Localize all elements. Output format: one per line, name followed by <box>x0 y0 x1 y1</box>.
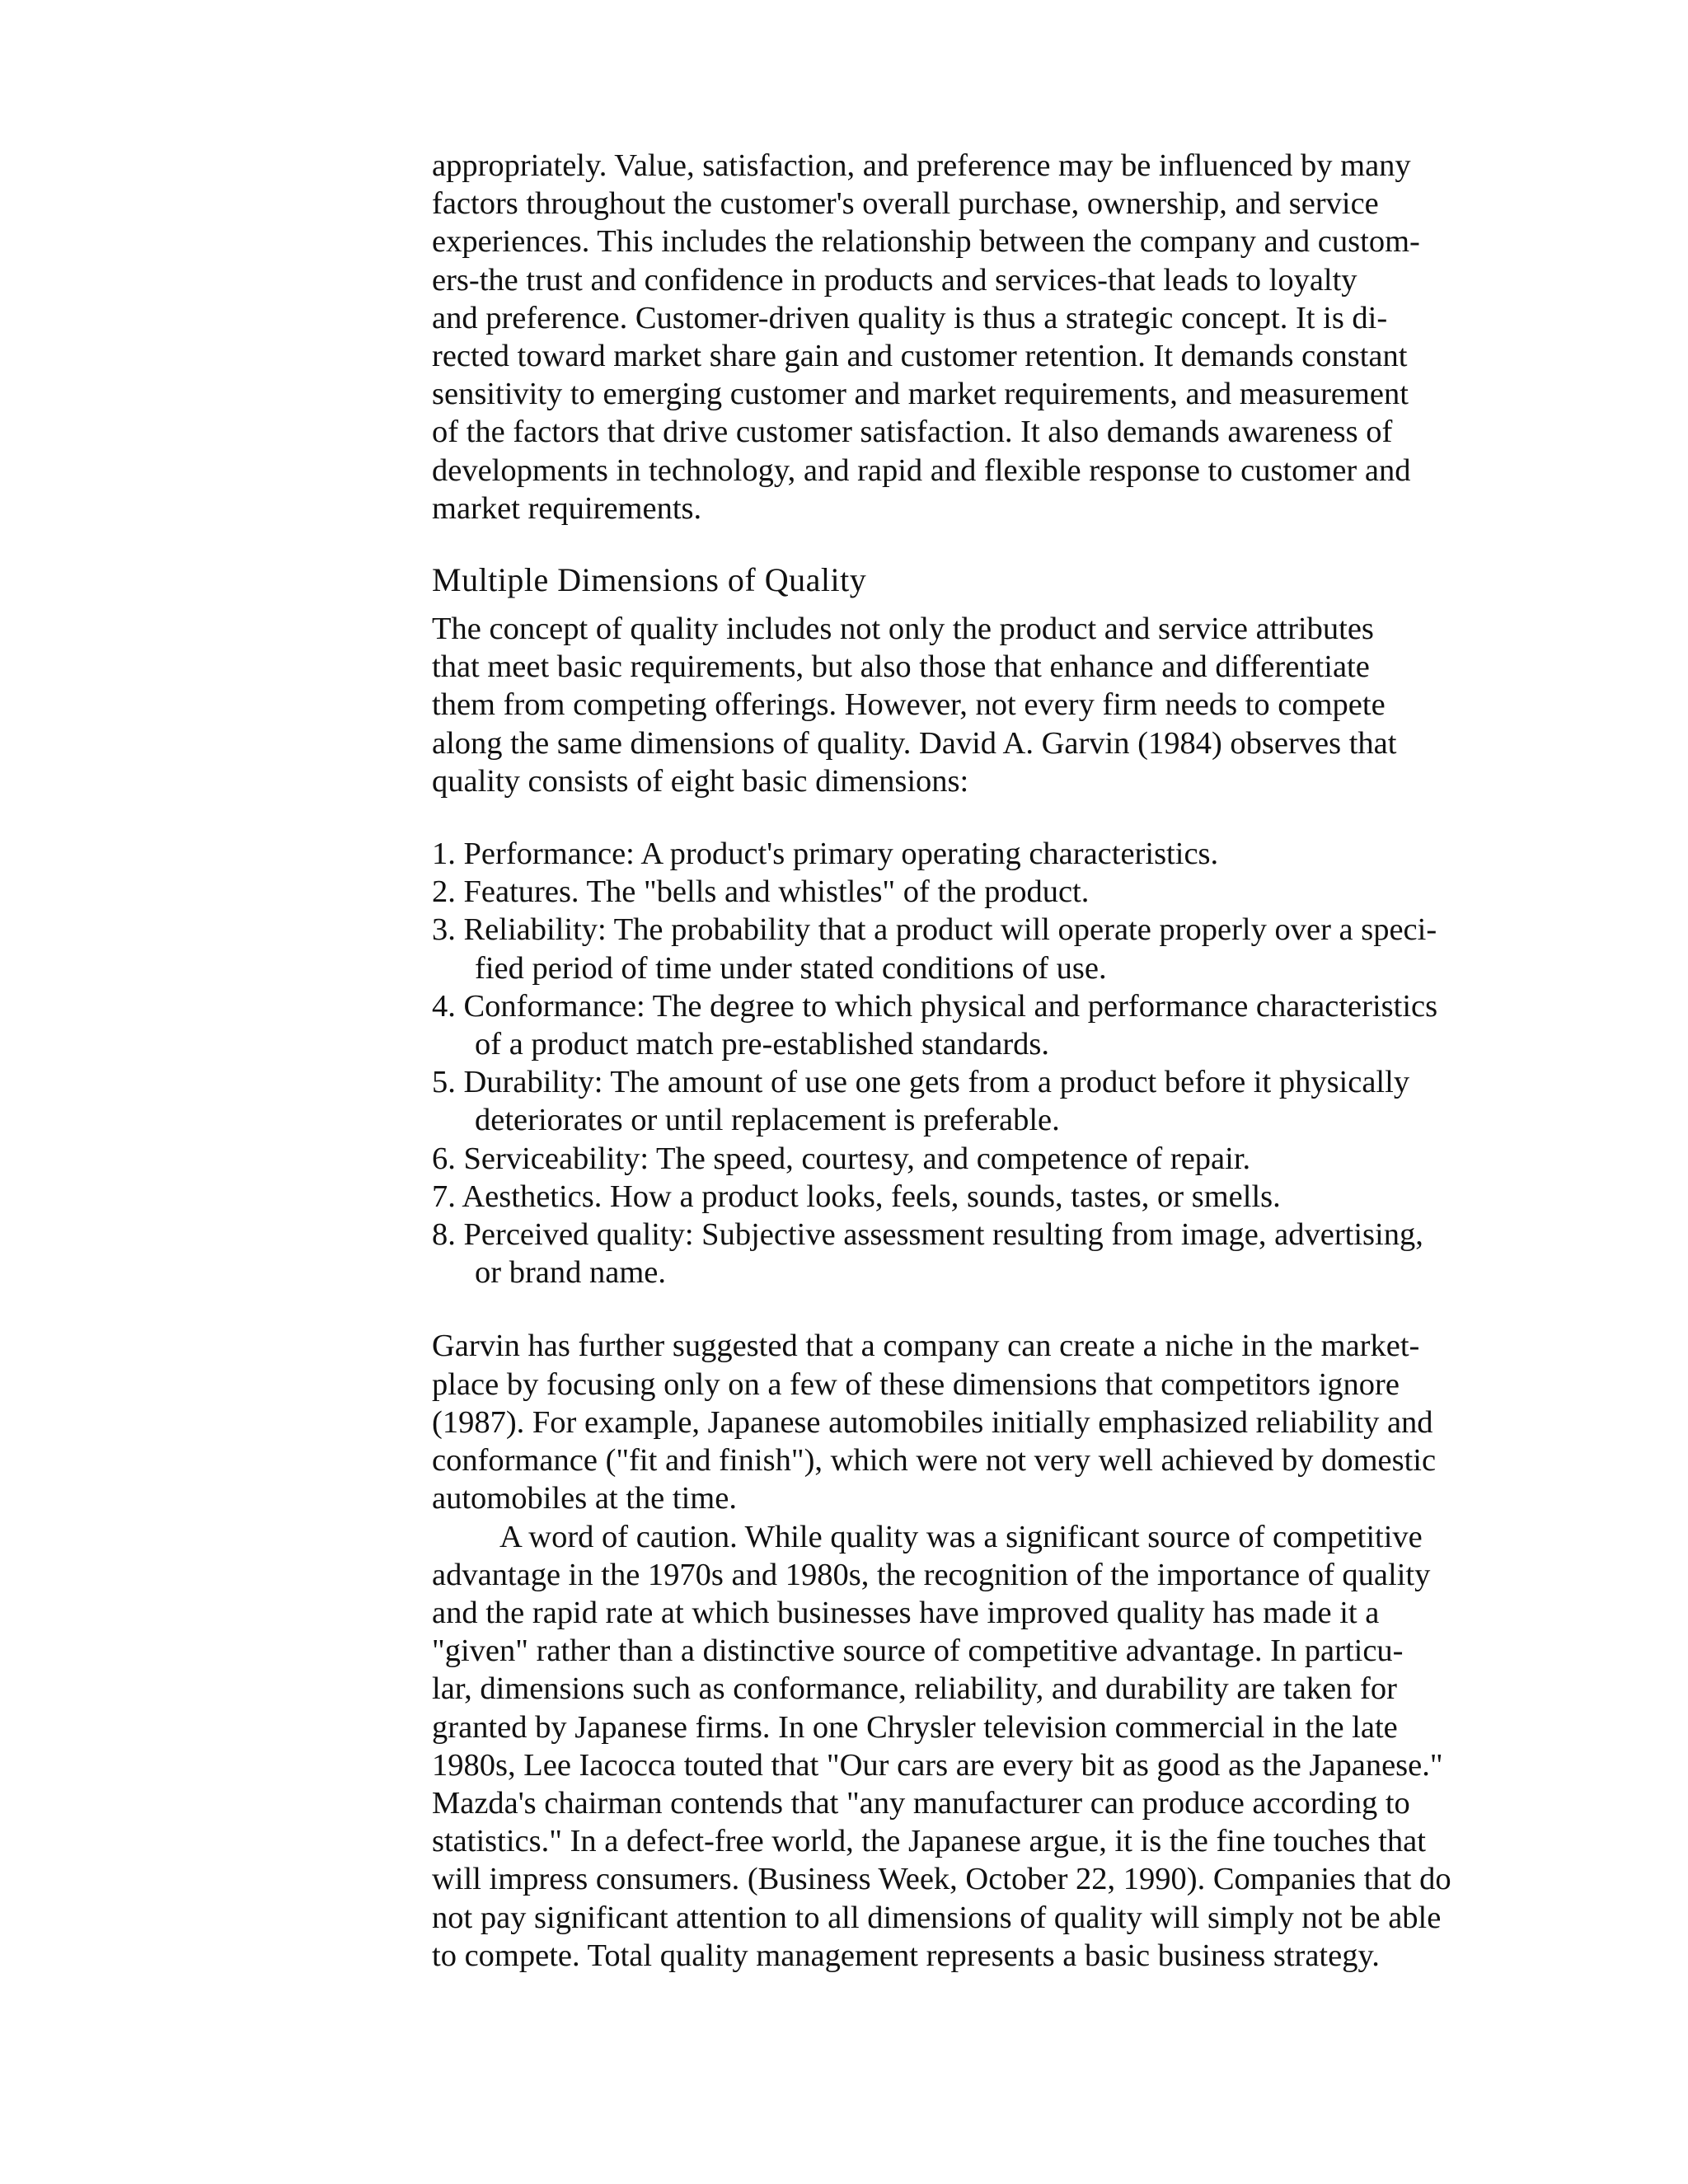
text-line: market requirements. <box>432 490 702 526</box>
list-item-text: 1. Performance: A product's primary operating characteristics. <box>432 837 1219 872</box>
paragraph-garvin-niche <box>432 1327 1503 1517</box>
text-line: A word of caution. While quality was a significant source of competitive <box>499 1519 1423 1554</box>
text-line: Garvin has further suggested that a company can create a niche in the market- <box>432 1329 1420 1364</box>
text-line: 1980s, Lee Iacocca touted that "Our cars are every bit as good as the Japanese." <box>432 1747 1443 1783</box>
text-line: to compete. Total quality management represents a basic business strategy. <box>432 1938 1380 1973</box>
text-line: and preference. Customer-driven quality is thus a strategic concept. It is di- <box>432 300 1388 335</box>
text-line: will impress consumers. (Business Week, October 22, 1990). Companies that do <box>432 1862 1451 1897</box>
section-heading: Multiple Dimensions of Quality <box>432 561 867 599</box>
list-item-text: 3. Reliability: The probability that a product will operate properly over a speci- <box>432 912 1437 948</box>
list-item-continuation: fied period of time under stated conditions of use. <box>475 950 1107 986</box>
list-item <box>432 1178 1503 1216</box>
paragraph-word-of-caution <box>432 1518 1503 1975</box>
text-line: not pay significant attention to all dimensions of quality will simply not be able <box>432 1900 1442 1935</box>
text-line: appropriately. Value, satisfaction, and preference may be influenced by many <box>432 148 1411 183</box>
text-line: (1987). For example, Japanese automobiles initially emphasized reliability and <box>432 1404 1433 1440</box>
text-line: and the rapid rate at which businesses have improved quality has made it a <box>432 1595 1380 1630</box>
list-item <box>432 835 1503 873</box>
text-line: lar, dimensions such as conformance, reliability, and durability are taken for <box>432 1671 1397 1707</box>
list-item-text: 8. Perceived quality: Subjective assessment resulting from image, advertising, <box>432 1217 1423 1253</box>
list-item <box>432 911 1503 987</box>
quality-dimensions-list <box>432 835 1503 1291</box>
list-item <box>432 873 1503 911</box>
text-line: developments in technology, and rapid and flexible response to customer and <box>432 452 1411 488</box>
text-line: that meet basic requirements, but also those that enhance and differentiate <box>432 649 1370 685</box>
list-item-text: 4. Conformance: The degree to which physical and performance characteristics <box>432 988 1438 1024</box>
text-line: Mazda's chairman contends that "any manufacturer can produce according to <box>432 1785 1410 1821</box>
text-line: sensitivity to emerging customer and market requirements, and measurement <box>432 377 1409 412</box>
text-line: ers-the trust and confidence in products and services-that leads to loyalty <box>432 262 1357 298</box>
text-line: them from competing offerings. However, not every firm needs to compete <box>432 687 1386 723</box>
text-line: factors throughout the customer's overall purchase, ownership, and service <box>432 186 1379 222</box>
document-page <box>432 147 1503 1975</box>
text-line: along the same dimensions of quality. David A. Garvin (1984) observes that <box>432 725 1397 761</box>
list-item <box>432 1216 1503 1291</box>
text-line: The concept of quality includes not only the product and service attributes <box>432 612 1374 647</box>
paragraph-quality-concept <box>432 610 1503 800</box>
text-line: experiences. This includes the relationship between the company and custom- <box>432 224 1420 260</box>
text-line: granted by Japanese firms. In one Chrysler television commercial in the late <box>432 1709 1398 1745</box>
text-line: conformance ("fit and finish"), which were not very well achieved by domestic <box>432 1443 1437 1479</box>
text-line: advantage in the 1970s and 1980s, the recognition of the importance of quality <box>432 1557 1431 1592</box>
text-line: of the factors that drive customer satisfaction. It also demands awareness of <box>432 415 1393 450</box>
list-item <box>432 987 1503 1063</box>
list-item-text: 5. Durability: The amount of use one gets from a product before it physically <box>432 1065 1410 1100</box>
list-item-continuation: deteriorates or until replacement is preferable. <box>475 1103 1060 1138</box>
list-item <box>432 1140 1503 1178</box>
list-item-continuation: or brand name. <box>475 1255 666 1291</box>
list-item-text: 2. Features. The "bells and whistles" of the product. <box>432 874 1090 910</box>
text-line: "given" rather than a distinctive source of competitive advantage. In particu- <box>432 1633 1404 1669</box>
text-line: automobiles at the time. <box>432 1481 737 1516</box>
list-item <box>432 1063 1503 1139</box>
list-item-continuation: of a product match pre-established standards. <box>475 1027 1050 1062</box>
paragraph-customer-driven-quality <box>432 147 1503 527</box>
text-line: statistics." In a defect-free world, the Japanese argue, it is the fine touches that <box>432 1824 1426 1859</box>
text-line: place by focusing only on a few of these dimensions that competitors ignore <box>432 1366 1400 1402</box>
text-line: rected toward market share gain and customer retention. It demands constant <box>432 339 1408 374</box>
list-item-text: 7. Aesthetics. How a product looks, feels, sounds, tastes, or smells. <box>432 1179 1281 1214</box>
list-item-text: 6. Serviceability: The speed, courtesy, and competence of repair. <box>432 1141 1251 1176</box>
text-line: quality consists of eight basic dimensions: <box>432 763 969 799</box>
